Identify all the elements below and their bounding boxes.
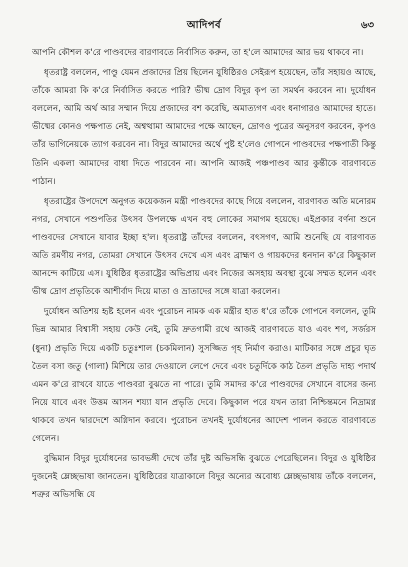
paragraph-4: দুর্যোধন অতিশয় হৃষ্ট হলেন এবং পুরোচন নামক এক মন্ত্রীর হাত ধ'রে তাঁকে গোপনে বললেন, তুমি ভিন্ন আমার বিশ্বাসী সহায় কেউ নেই, তুমি দ্রুতগামী রথে আজই বারণাবতে যাও এবং শণ, সর্জরস (ধুনা) প্রভৃতি দিয়ে একটি চতুঃশাল (চকমিলান) সুসজ্জিত গৃহ নির্মাণ করাও। মাটিকার সঙ্গে প্রচুর ঘৃত তৈল বসা জতু (গালা) মিশিয়ে তার দেওয়ালে লেপে দেবে এবং চতুর্দিকে কাঠ তৈল প্রভৃতি দাহ্য পদার্থ এমন ক'রে রাখবে যাতে পাণ্ডবরা বুঝতে না পারে। তুমি সমাদর ক'রে পাণ্ডবদের সেখানে বাসের জন্য নিয়ে যাবে এবং উত্তম আসন শয্যা যান প্রভৃতি দেবে। কিছুকাল পরে যখন তারা নিশ্চিন্তমনে নিদ্রামগ্ন থাকবে তখন দ্বারদেশে অগ্নিদান করবে। পুরোচন তখনই দুর্যোধনের আদেশ পালন করতে বারণাবতে গেলেন।: [32, 307, 376, 444]
paragraph-2: ধৃতরাষ্ট্র বললেন, পাণ্ডু যেমন প্রজাদের প্রিয় ছিলেন যুধিষ্ঠিরও সেইরূপ হয়েছেন, তাঁর সহায়ও আছে, তাঁকে আমরা কি ক'রে নির্বাসিত করতে পারি? ভীষ্ম দ্রোণ বিদুর কৃপ তা সমর্থন করবেন না। দুর্যোধন বললেন, আমি অর্থ আর সম্মান দিয়ে প্রজাদের বশ করেছি, অমাত্যগণ এবং ধনাগারও আমাদের হাতে। ভীষ্মের কোনও পক্ষপাত নেই, অশ্বত্থামা আমাদের পক্ষে আছেন, দ্রোণও পুত্রের অনুসরণ করবেন, কৃপও তাঁর ভাগিনেয়কে ত্যাগ করবেন না। বিদুর আমাদের অর্থে পুষ্ট হ'লেও গোপনে পাণ্ডবদের পক্ষপাতী কিন্তু তিনি একলা আমাদের বাধা দিতে পারবেন না। আপনি আজই পঞ্চপাণ্ডব আর কুন্তীকে বারণাবতে পাঠান।: [32, 68, 376, 187]
page-header: [0, 18, 408, 34]
body-text: [32, 44, 376, 559]
chapter-title: আদিপর্ব: [186, 20, 222, 31]
paragraph-5: বুদ্ধিমান বিদুর দুর্যোধনের ভাবভঙ্গী দেখে তাঁর দুষ্ট অভিসন্ধি বুঝতে পেরেছিলেন। বিদুর ও যুধিষ্ঠির দুজনেই ম্লেচ্ছভাষা জানতেন। যুধিষ্ঠিরের যাত্রাকালে বিদুর অন্যের অবোধ্য ম্লেচ্ছভাষায় তাঁকে বললেন, শত্রুর অভিসন্ধি যে: [32, 454, 376, 501]
paragraph-1: আপনি কৌশল ক'রে পাণ্ডবদের বারণাবতে নির্বাসিত করুন, তা হ'লে আমাদের আর ভয় থাকবে না।: [32, 48, 364, 58]
paragraph-3: ধৃতরাষ্ট্রের উপদেশে অনুগত কয়েকজন মন্ত্রী পাণ্ডবদের কাছে গিয়ে বললেন, বারণাবত অতি মনোরম নগর, সেখানে পশুপতির উৎসব উপলক্ষে এখন বহু লোকের সমাগম হয়েছে। এইপ্রকার বর্ণনা শুনে পাণ্ডবদের সেখানে যাবার ইচ্ছা হ'ল। ধৃতরাষ্ট্র তাঁদের বললেন, বৎসগণ, আমি শুনেছি যে বারণাবত অতি রমণীয় নগর, তোমরা সেখানে উৎসব দেখে এস এবং ব্রাহ্মণ ও গায়কদের ধনদান ক'রে কিছুকাল আনন্দে কাটিয়ে এস। যুধিষ্ঠির ধৃতরাষ্ট্রের অভিপ্রায় এবং নিজের অসহায় অবস্থা বুঝে সম্মত হলেন এবং ভীষ্ম দ্রোণ প্রভৃতিকে আশীর্বাদ দিয়ে মাতা ও ভ্রাতাদের সঙ্গে যাত্রা করলেন।: [32, 196, 376, 298]
page-number: ৬৩: [360, 20, 374, 31]
